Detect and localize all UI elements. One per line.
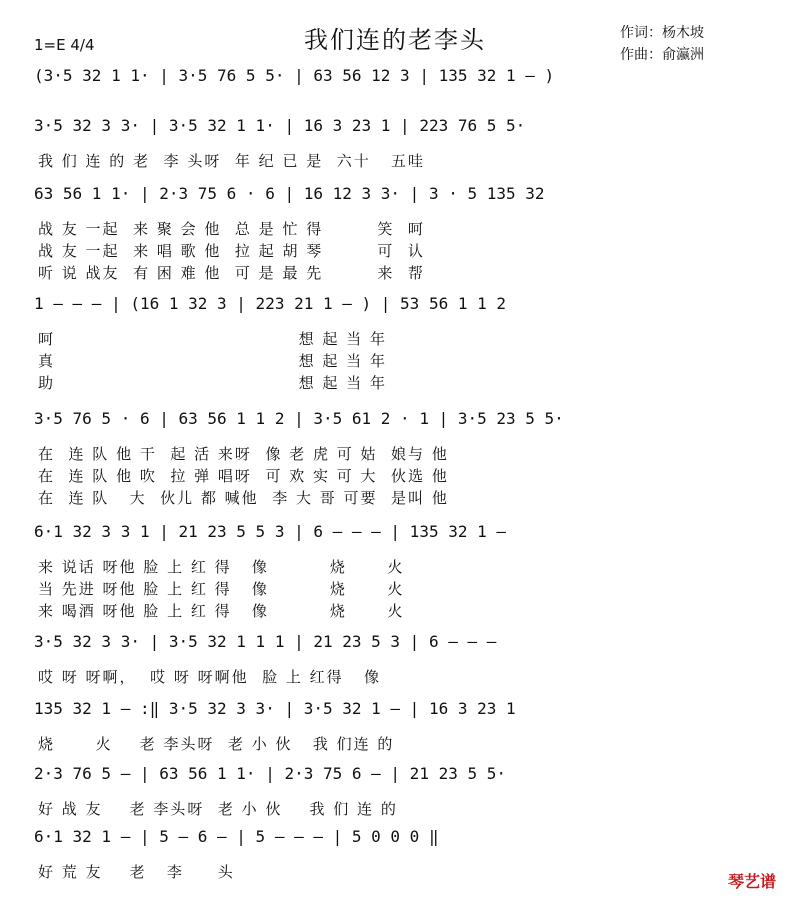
- lyric-line: 呵 想 起 当 年: [38, 330, 387, 348]
- lyric-line: 战 友 一起 来 唱 歌 他 拉 起 胡 琴 可 认: [38, 242, 425, 260]
- lyric-line: 听 说 战友 有 困 难 他 可 是 最 先 来 帮: [38, 264, 425, 282]
- lyric-line: 真 想 起 当 年: [38, 352, 387, 370]
- lyric-line: 在 连 队 他 吹 拉 弹 唱呀 可 欢 实 可 大 伙选 他: [38, 467, 449, 485]
- watermark-logo: 琴艺谱: [727, 872, 776, 891]
- composer-credit: 作曲：俞瀛洲: [620, 47, 704, 63]
- notation-line: 1 — — — | (16 1 32 3 | 223 21 1 — ) | 53 56 1 1 2: [34, 294, 507, 313]
- lyric-line: 烧 火 老 李头呀 老 小 伙 我 们连 的: [38, 735, 395, 753]
- lyric-line: 我 们 连 的 老 李 头呀 年 纪 已 是 六十 五哇: [38, 152, 426, 170]
- notation-line: 3·5 76 5 · 6 | 63 56 1 1 2 | 3·5 61 2 · 1 | 3·5 23 5 5·: [34, 409, 564, 428]
- key-signature: 1=E 4/4: [34, 36, 95, 54]
- notation-line: 2·3 76 5 — | 63 56 1 1· | 2·3 75 6 — | 21 23 5 5·: [34, 764, 507, 783]
- lyric-line: 助 想 起 当 年: [38, 374, 387, 392]
- notation-line: 6·1 32 1 — | 5 — 6 — | 5 — — — | 5 0 0 0 ‖: [34, 827, 439, 846]
- lyric-line: 战 友 一起 来 聚 会 他 总 是 忙 得 笑 呵: [38, 220, 425, 238]
- lyric-line: 在 连 队 大 伙儿 都 喊他 李 大 哥 可要 是叫 他: [38, 489, 449, 507]
- lyricist-credit: 作词：杨木坡: [620, 25, 704, 41]
- lyric-line: 当 先进 呀他 脸 上 红 得 像 烧 火: [38, 580, 405, 598]
- lyric-line: 在 连 队 他 干 起 活 来呀 像 老 虎 可 姑 娘与 他: [38, 445, 449, 463]
- notation-line: 135 32 1 — :‖ 3·5 32 3 3· | 3·5 32 1 — | 16 3 23 1: [34, 699, 516, 718]
- song-title: 我们连的老李头: [304, 26, 486, 54]
- notation-line: 3·5 32 3 3· | 3·5 32 1 1 1 | 21 23 5 3 | 6 — — —: [34, 632, 497, 651]
- lyric-line: 来 喝酒 呀他 脸 上 红 得 像 烧 火: [38, 602, 405, 620]
- notation-line: (3·5 32 1 1· | 3·5 76 5 5· | 63 56 12 3 | 135 32 1 — ): [34, 66, 555, 85]
- lyric-line: 哎 呀 呀啊， 哎 呀 呀啊他 脸 上 红得 像: [38, 668, 381, 686]
- notation-line: 6·1 32 3 3 1 | 21 23 5 5 3 | 6 — — — | 135 32 1 —: [34, 522, 507, 541]
- notation-line: 3·5 32 3 3· | 3·5 32 1 1· | 16 3 23 1 | 223 76 5 5·: [34, 116, 526, 135]
- lyric-line: 来 说话 呀他 脸 上 红 得 像 烧 火: [38, 558, 405, 576]
- lyric-line: 好 荒 友 老 李 头: [38, 863, 235, 881]
- notation-line: 63 56 1 1· | 2·3 75 6 · 6 | 16 12 3 3· | 3 · 5 135 32: [34, 184, 545, 203]
- lyric-line: 好 战 友 老 李头呀 老 小 伙 我 们 连 的: [38, 800, 398, 818]
